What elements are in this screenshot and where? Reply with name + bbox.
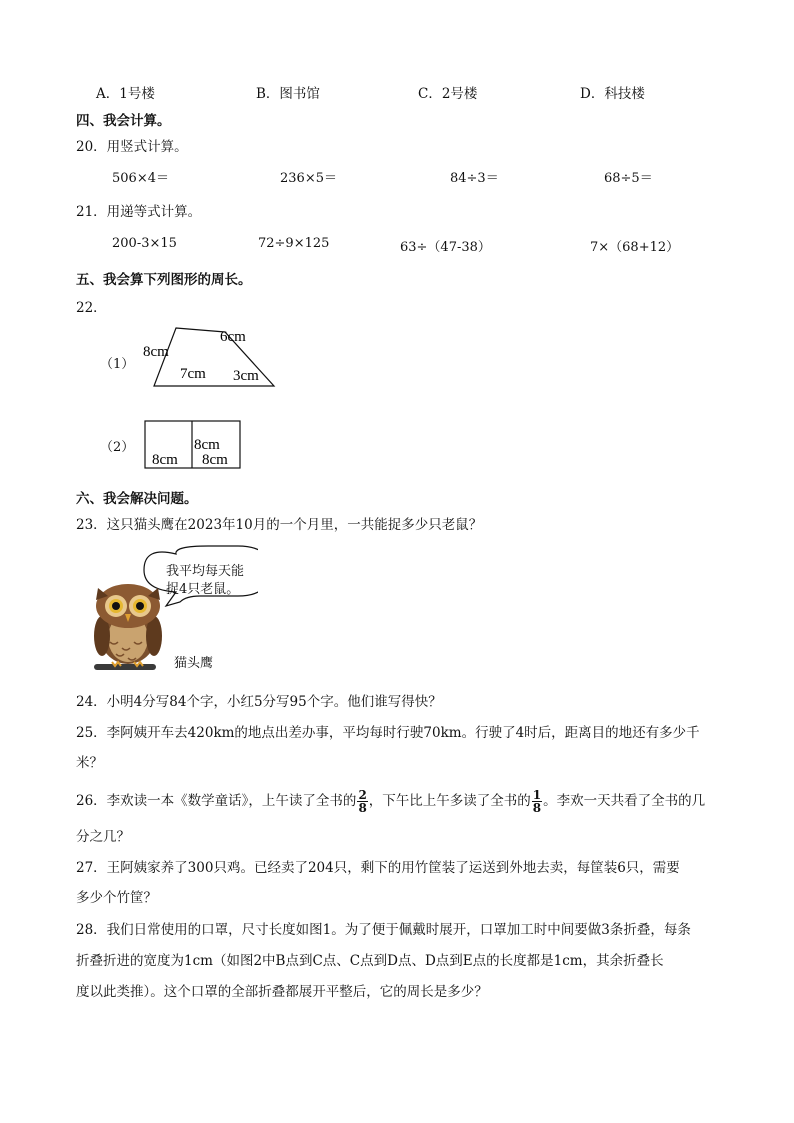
q21-item-3: 63÷（47-38） [400,240,491,255]
q21-item-4: 7×（68+12） [590,240,680,255]
fig1-label-right: 3cm [233,368,259,384]
fig1-label-left: 8cm [143,344,169,360]
q25-line-1: 25．李阿姨开车去420km的地点出差办事，平均每时行驶70km。行驶了4时后，距离目的地还有多少千 [76,725,700,741]
option-b: B．图书馆 [256,86,320,102]
q28-line-2: 折叠折进的宽度为1cm（如图2中B点到C点、C点到D点、D点到E点的长度都是1cm，其余折叠长 [76,953,664,969]
q22-label: 22． [76,300,107,316]
q26-part-1: 26．李欢读一本《数学童话》，上午读了全书的 [76,793,357,809]
q20-item-1: 506×4＝ [112,171,169,186]
q20-item-3: 84÷3＝ [450,171,499,186]
q26-part-3: 。李欢一天共看了全书的几 [543,793,706,809]
bubble-line-2: 捉4只老鼠。 [166,582,240,597]
fig1-label-top: 6cm [220,329,246,345]
q25-line-2: 米？ [76,755,103,771]
q23-text: 23．这只猫头鹰在2023年10月的一个月里，一共能捉多少只老鼠？ [76,517,483,533]
q20-item-4: 68÷5＝ [604,171,653,186]
option-c: C．2号楼 [418,86,478,102]
q21-item-1: 200-3×15 [112,236,177,251]
q27-line-1: 27．王阿姨家养了300只鸡。已经卖了204只，剩下的用竹筐装了运送到外地去卖，每筐装6只，需要 [76,860,680,876]
section-6-title: 六、我会解决问题。 [76,491,198,507]
q27-line-2: 多少个竹筐？ [76,890,157,906]
fig2-label-mid: 8cm [194,437,220,453]
fig1-tag: （1） [100,357,135,372]
trapezoid-figure [140,322,280,392]
fig2-label-left: 8cm [152,452,178,468]
fig1-label-bottom: 7cm [180,366,206,382]
owl-caption: 猫头鹰 [174,656,214,671]
q21-item-2: 72÷9×125 [258,236,330,251]
q26-fraction-1: $\frac{2}{8}$ [358,788,367,815]
q26-part-2: ，下午比上午多读了全书的 [368,793,531,809]
fig2-tag: （2） [100,440,135,455]
q28-line-1: 28．我们日常使用的口罩，尺寸长度如图1。为了便于佩戴时展开，口罩加工时中间要做3条折叠，每条 [76,922,691,938]
q24-text: 24．小明4分写84个字，小红5分写95个字。他们谁写得快？ [76,694,442,710]
fig2-label-right: 8cm [202,452,228,468]
bubble-line-1: 我平均每天能 [166,564,245,579]
q20-item-2: 236×5＝ [280,171,337,186]
q28-line-3: 度以此类推）。这个口罩的全部折叠都展开平整后，它的周长是多少？ [76,984,488,1000]
section-5-title: 五、我会算下列图形的周长。 [76,272,252,288]
option-a: A．1号楼 [96,86,155,102]
q26-line-2: 分之几？ [76,829,130,845]
two-squares-figure [140,418,244,472]
q26-line-1 [76,789,705,814]
q21-label: 21．用递等式计算。 [76,204,202,220]
option-d: D．科技楼 [580,86,645,102]
q20-label: 20．用竖式计算。 [76,139,188,155]
q26-fraction-2: $\frac{1}{8}$ [532,788,542,815]
section-4-title: 四、我会计算。 [76,113,171,129]
